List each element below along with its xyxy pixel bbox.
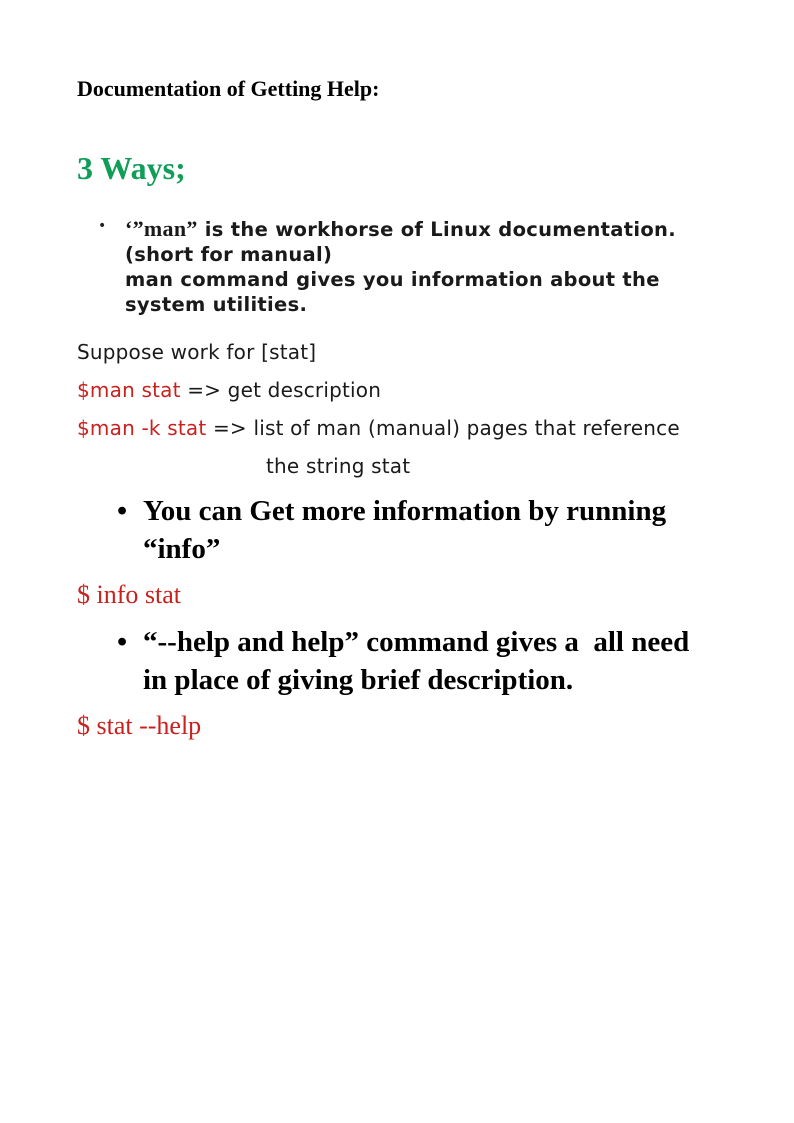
bullet-info-text xyxy=(143,492,737,568)
bullet-info-line-1: You can Get more information by running xyxy=(143,495,667,527)
man-stat-command: $man stat xyxy=(77,378,181,402)
bullet-man-line-1 xyxy=(125,216,738,242)
man-k-stat-command: $man -k stat xyxy=(77,416,207,440)
bullet-man-line-3: man command gives you information about the xyxy=(125,268,660,291)
bullet-man xyxy=(98,216,738,317)
man-k-stat-desc: => list of man (manual) pages that reference xyxy=(206,416,680,440)
man-k-stat-desc-cont: the string stat xyxy=(266,454,411,478)
bullet-man-line-2: (short for manual) xyxy=(125,243,333,266)
bullet-help-line-2: in place of giving brief description. xyxy=(143,664,574,696)
bullet-help-line-1: “--help and help” command gives a all need xyxy=(143,626,690,658)
bullet-help xyxy=(117,623,737,699)
bullet-marker: • xyxy=(117,495,128,527)
section-heading: 3 Ways; xyxy=(77,150,186,186)
stat-help-command: $ stat --help xyxy=(77,711,202,740)
info-stat-command: $ info stat xyxy=(77,580,181,609)
man-k-stat-line xyxy=(77,416,680,440)
bullet-man-text xyxy=(125,216,738,317)
bullet-man-line-4: system utilities. xyxy=(125,293,308,316)
bullet-marker: • xyxy=(98,218,107,234)
bullet-info xyxy=(117,492,737,568)
page-title: Documentation of Getting Help: xyxy=(77,76,380,101)
bullet-help-text xyxy=(143,623,737,699)
suppose-text: Suppose work for [stat] xyxy=(77,340,317,364)
man-stat-line xyxy=(77,378,381,402)
man-quote: ‘”man” xyxy=(125,216,198,241)
bullet-info-line-2: “info” xyxy=(143,533,221,565)
man-stat-desc: => get description xyxy=(180,378,382,402)
bullet-marker: • xyxy=(117,626,128,658)
man-line-1-rest: is the workhorse of Linux documentation. xyxy=(197,218,676,241)
